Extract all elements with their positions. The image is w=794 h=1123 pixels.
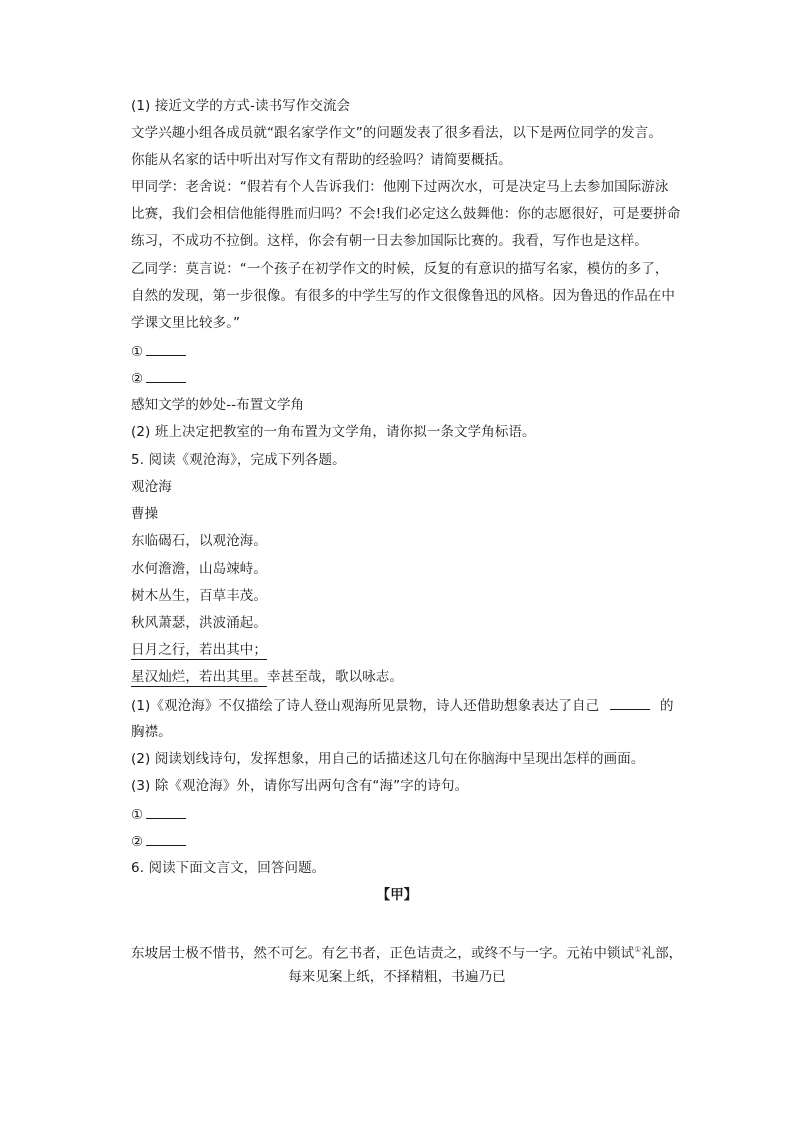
q4-section2-heading: 感知文学的妙处--布置文学角: [131, 397, 305, 413]
q4-intro-line-2: 你能从名家的话中听出对写作文有帮助的经验吗？请简要概括。: [131, 152, 512, 168]
answer-marker: ①: [131, 344, 144, 360]
poem-line-2: 水何澹澹，山岛竦峙。: [131, 561, 267, 577]
poem-line-4: 秋风萧瑟，洪波涌起。: [131, 615, 267, 631]
question-text: 的: [660, 698, 674, 714]
q4-jia-line-2: 比赛，我们会相信他能得胜而归吗？不会!我们必定这么鼓舞他：你的志愿很好，可是要拼命: [131, 206, 681, 222]
answer-blank[interactable]: [146, 831, 186, 846]
passage-line-2: 每来见案上纸，不择精粗，书遍乃已: [288, 969, 506, 985]
answer-marker: ②: [131, 371, 144, 387]
answer-blank[interactable]: [610, 695, 650, 710]
poem-author: 曹操: [131, 506, 159, 522]
q4-answer-1: [131, 341, 691, 362]
q4-jia-line-3: 练习，不成功不拉倒。这样，你会有朝一日去参加国际比赛的。我看，写作也是这样。: [131, 233, 648, 249]
answer-blank[interactable]: [146, 804, 186, 819]
q5-heading: 5. 阅读《观沧海》，完成下列各题。: [131, 452, 346, 468]
answer-blank[interactable]: [146, 341, 186, 356]
q4-sub1-heading: (1) 接近文学的方式-读书写作交流会: [131, 98, 351, 114]
passage-jia-title: 【甲】: [376, 887, 418, 903]
poem-line-1: 东临碣石，以观沧海。: [131, 533, 267, 549]
q4-yi-line-3: 学课文里比较多。”: [131, 315, 241, 331]
underlined-verse: 星汉灿烂，若出其里。: [131, 669, 267, 685]
question-text: (1)《观沧海》不仅描绘了诗人登山观海所见景物，诗人还借助想象表达了自己: [131, 698, 600, 714]
q4-intro-line-1: 文学兴趣小组各成员就“跟名家学作文”的问题发表了很多看法，以下是两位同学的发言。: [131, 125, 662, 141]
underlined-verse: 日月之行，若出其中；: [131, 642, 267, 658]
q4-sub2: (2) 班上决定把教室的一角布置为文学角，请你拟一条文学角标语。: [131, 424, 536, 440]
q5-sub1-line-2: 胸襟。: [131, 724, 172, 740]
answer-marker: ①: [131, 807, 144, 823]
q6-heading: 6. 阅读下面文言文，回答问题。: [131, 860, 326, 876]
footnote-marker: ①: [634, 945, 642, 954]
q4-yi-line-1: 乙同学：莫言说：“一个孩子在初学作文的时候，反复的有意识的描写名家，模仿的多了，: [131, 261, 669, 277]
poem-title: 观沧海: [131, 479, 172, 495]
poem-line-6: [131, 667, 691, 687]
answer-blank[interactable]: [146, 368, 186, 383]
passage-text: 礼部，: [641, 945, 683, 962]
passage-line-1: [131, 940, 691, 964]
verse-text: 幸甚至哉，歌以咏志。: [267, 669, 403, 685]
q5-answer-1: [131, 804, 691, 825]
poem-line-3: 树木丛生，百草丰茂。: [131, 588, 267, 604]
answer-marker: ②: [131, 834, 144, 850]
q4-jia-line-1: 甲同学：老舍说：“假若有个人告诉我们：他刚下过两次水，可是决定马上去参加国际游泳: [131, 179, 669, 195]
poem-line-5: [131, 640, 691, 660]
q5-sub3: (3) 除《观沧海》外，请你写出两句含有“海”字的诗句。: [131, 778, 469, 794]
passage-text: 东坡居士极不惜书，然不可乞。有乞书者，正色诘责之，或终不与一字。元祐中锁试: [131, 945, 635, 962]
q5-sub2: (2) 阅读划线诗句，发挥想象，用自己的话描述这几句在你脑海中呈现出怎样的画面。: [131, 751, 645, 767]
q5-sub1-line-1: [131, 695, 691, 716]
q5-answer-2: [131, 831, 691, 852]
q4-answer-2: [131, 368, 691, 389]
q4-yi-line-2: 自然的发现，第一步很像。有很多的中学生写的作文很像鲁迅的风格。因为鲁迅的作品在中: [131, 288, 675, 304]
